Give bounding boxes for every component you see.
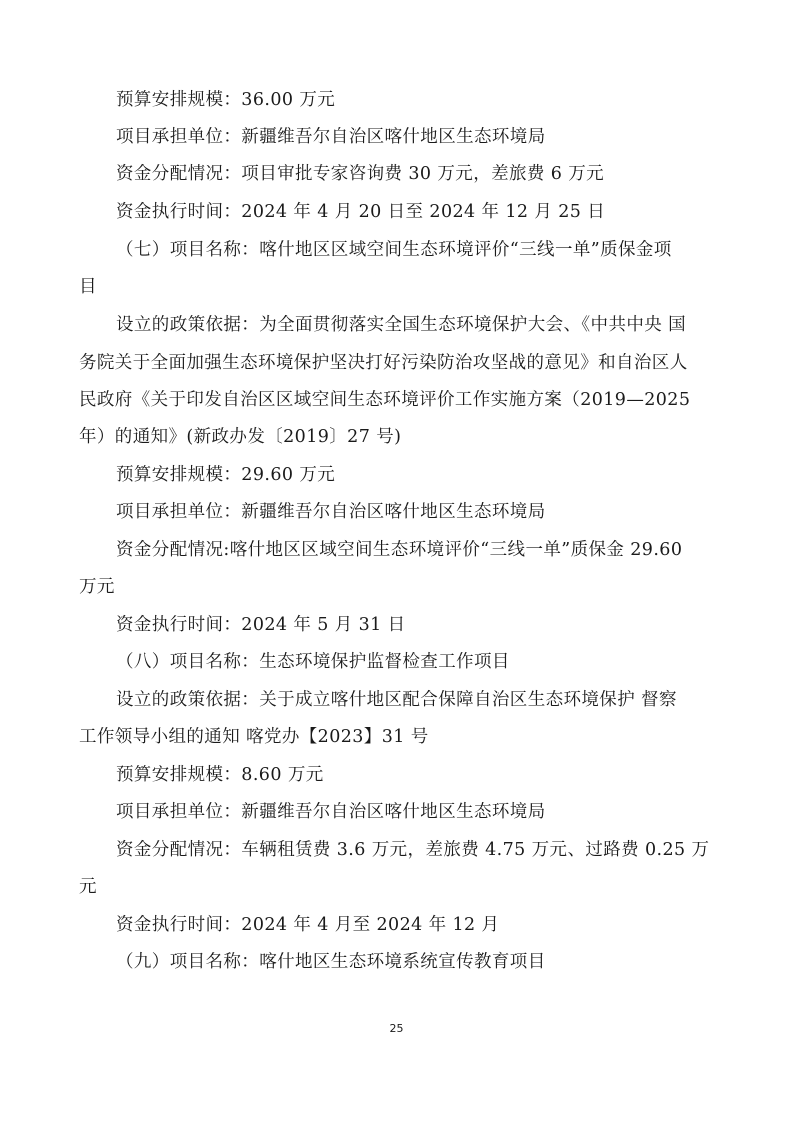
budget-scale-line: 预算安排规模：29.60 万元 <box>116 465 336 485</box>
undertaking-unit-line: 项目承担单位：新疆维吾尔自治区喀什地区生态环境局 <box>116 502 546 522</box>
section-heading-7-cont: 目 <box>79 277 97 297</box>
fund-allocation-cont: 元 <box>79 877 97 897</box>
policy-basis-cont: 年）的通知》(新政办发〔2019〕27 号) <box>79 427 402 447</box>
policy-basis-cont: 务院关于全面加强生态环境保护坚决打好污染防治攻坚战的意见》和自治区人 <box>79 353 688 373</box>
policy-basis-line: 设立的政策依据：为全面贯彻落实全国生态环境保护大会、《中共中央 国 <box>116 315 687 335</box>
undertaking-unit-line: 项目承担单位：新疆维吾尔自治区喀什地区生态环境局 <box>116 127 546 147</box>
budget-scale-line: 预算安排规模：8.60 万元 <box>116 765 324 785</box>
fund-execution-line: 资金执行时间：2024 年 4 月 20 日至 2024 年 12 月 25 日 <box>116 202 606 222</box>
section-heading-7: （七）项目名称：喀什地区区域空间生态环境评价“三线一单”质保金项 <box>116 240 672 260</box>
fund-allocation-line: 资金分配情况：项目审批专家咨询费 30 万元，差旅费 6 万元 <box>116 164 605 184</box>
fund-allocation-line: 资金分配情况：车辆租赁费 3.6 万元，差旅费 4.75 万元、过路费 0.25 万 <box>116 840 710 860</box>
section-heading-9: （九）项目名称：喀什地区生态环境系统宣传教育项目 <box>116 952 546 972</box>
policy-basis-line: 设立的政策依据：关于成立喀什地区配合保障自治区生态环境保护 督察 <box>116 690 677 710</box>
fund-execution-line: 资金执行时间：2024 年 5 月 31 日 <box>116 615 406 635</box>
section-heading-8: （八）项目名称：生态环境保护监督检查工作项目 <box>116 652 510 672</box>
budget-scale-line: 预算安排规模：36.00 万元 <box>116 90 336 110</box>
policy-basis-cont: 工作领导小组的通知 喀党办【2023】31 号 <box>79 727 429 747</box>
fund-allocation-line: 资金分配情况:喀什地区区域空间生态环境评价“三线一单”质保金 29.60 <box>116 540 683 560</box>
page-number: 25 <box>389 1022 404 1035</box>
fund-allocation-cont: 万元 <box>79 577 115 597</box>
undertaking-unit-line: 项目承担单位：新疆维吾尔自治区喀什地区生态环境局 <box>116 802 546 822</box>
fund-execution-line: 资金执行时间：2024 年 4 月至 2024 年 12 月 <box>116 915 500 935</box>
policy-basis-cont: 民政府《关于印发自治区区域空间生态环境评价工作实施方案（2019—2025 <box>79 390 691 410</box>
